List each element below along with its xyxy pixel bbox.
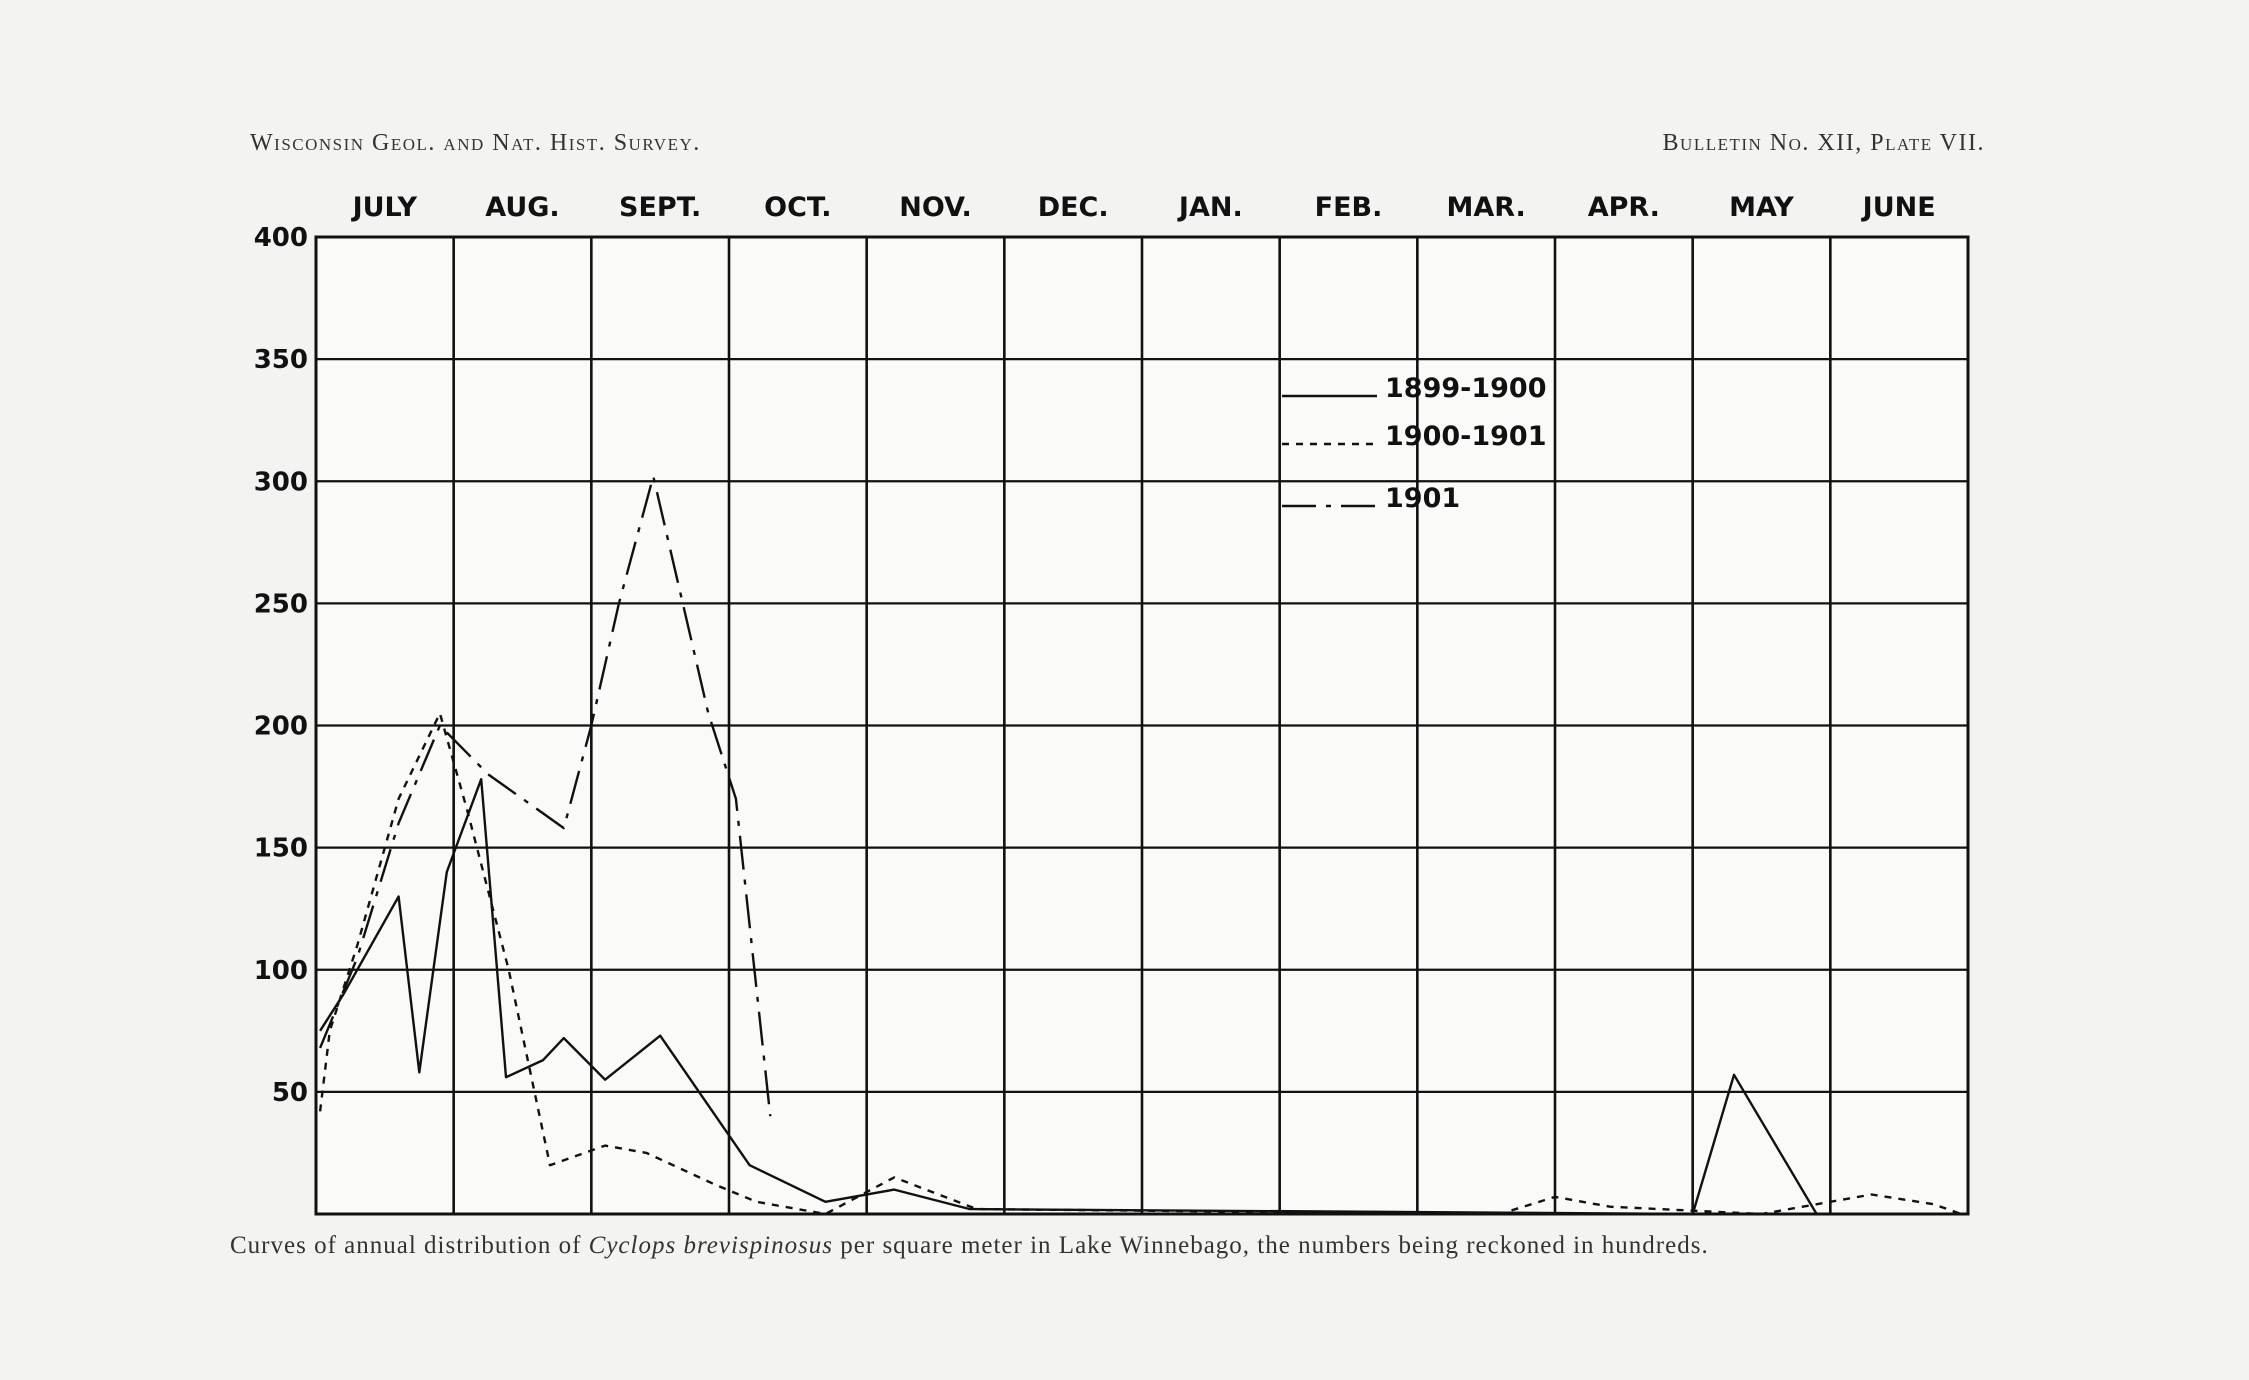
month-label: MAY <box>1729 192 1794 223</box>
y-tick-label: 350 <box>253 345 308 376</box>
month-label: FEB. <box>1314 192 1383 223</box>
month-label: AUG. <box>485 192 560 223</box>
caption-after: per square meter in Lake Winnebago, the numbers being reckoned in hundreds. <box>833 1232 1709 1259</box>
y-tick-label: 200 <box>253 711 308 742</box>
y-tick-label: 50 <box>271 1077 308 1108</box>
month-label: NOV. <box>899 192 972 223</box>
y-tick-label: 250 <box>253 589 308 620</box>
month-label: SEPT. <box>619 192 702 223</box>
month-label: APR. <box>1587 192 1660 223</box>
legend-label: 1899-1900 <box>1385 373 1547 404</box>
figure-caption <box>230 1232 2030 1260</box>
month-label: JUNE <box>1862 192 1936 223</box>
month-label: JULY <box>352 192 418 223</box>
caption-species: Cyclops brevispinosus <box>588 1232 834 1259</box>
month-label: MAR. <box>1446 192 1526 223</box>
caption-before: Curves of annual distribution of <box>230 1232 589 1259</box>
month-labels <box>351 192 1936 223</box>
y-axis-labels <box>254 223 308 1108</box>
month-label: DEC. <box>1037 192 1109 223</box>
y-tick-label: 150 <box>253 833 308 864</box>
y-tick-label: 400 <box>253 223 308 253</box>
month-label: JAN. <box>1178 192 1243 223</box>
y-tick-label: 100 <box>253 955 308 986</box>
legend-label: 1901 <box>1385 483 1461 514</box>
y-tick-label: 300 <box>253 467 308 498</box>
month-label: OCT. <box>764 192 832 223</box>
legend-label: 1900-1901 <box>1385 421 1547 452</box>
bulletin-header: Bulletin No. XII, Plate VII. <box>1662 130 1985 156</box>
survey-header: Wisconsin Geol. and Nat. Hist. Survey. <box>250 130 701 156</box>
chart-grid <box>316 237 1968 1214</box>
